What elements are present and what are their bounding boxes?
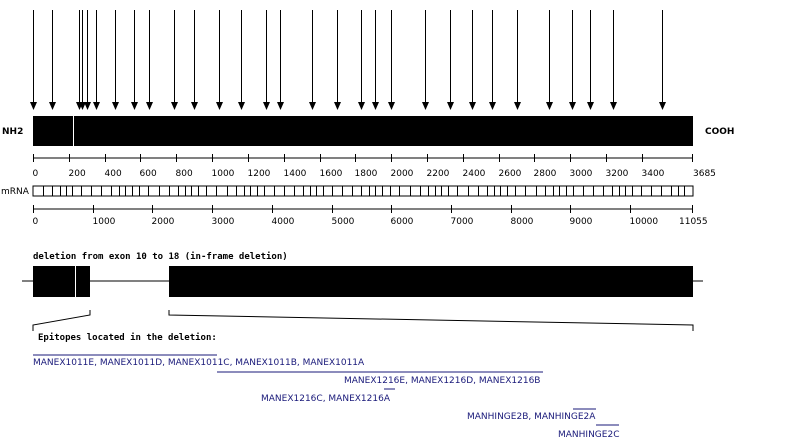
protein-tick-label: 800 [175,169,193,179]
epitope-line-5: MANHINGE2C [558,430,620,440]
epitope-arrow [30,10,37,110]
protein-tick-label: 400 [104,169,122,179]
mrna-tick-label: 0 [32,217,39,227]
protein-tick-label: 1000 [211,169,235,179]
epitope-arrow [84,10,91,110]
epitope-arrow [447,10,454,110]
epitope-arrow [569,10,576,110]
protein-tick-label: 0 [32,169,39,179]
mrna-tick-label: 9000 [569,217,593,227]
zoom-guide-left [33,310,90,331]
mrna-tick-label: 3000 [211,217,235,227]
epitope-arrow [358,10,365,110]
mrna-tick-label: 5000 [331,217,355,227]
epitope-arrow [263,10,270,110]
epitope-arrow [587,10,594,110]
protein-tick-label: 3000 [569,169,593,179]
mrna-tick-label: 6000 [390,217,414,227]
mrna-tick-label: 2000 [151,217,175,227]
epitope-arrow [277,10,284,110]
mrna-axis [33,205,693,213]
epitope-arrow [469,10,476,110]
epitope-arrow [93,10,100,110]
mrna-tick-label: 8000 [510,217,534,227]
mrna-tick-label: 1000 [92,217,116,227]
epitope-line-3: MANEX1216C, MANEX1216A [261,394,390,404]
protein-tick-label: 2000 [390,169,414,179]
epitope-arrow [79,10,86,110]
protein-tick-label: 3400 [641,169,665,179]
protein-bar [33,116,693,146]
epitope-arrow [146,10,153,110]
deletion-title: deletion from exon 10 to 18 (in-frame deletion) [33,252,288,262]
zoom-guide-right [169,310,693,331]
mrna-bar [33,186,693,196]
protein-tick-label: 2600 [498,169,522,179]
epitope-line-1: MANEX1011E, MANEX1011D, MANEX1011C, MANEX1011B, MANEX1011A [33,358,365,368]
epitope-arrow [422,10,429,110]
epitope-arrow [388,10,395,110]
epitope-arrow [546,10,553,110]
protein-tick-label: 2400 [462,169,486,179]
protein-tick-label: 1200 [247,169,271,179]
protein-tick-label: 3200 [605,169,629,179]
epitope-line-4: MANHINGE2B, MANHINGE2A [467,412,596,422]
epitope-arrow [514,10,521,110]
protein-tick-label: 1600 [319,169,343,179]
protein-tick-label: 1400 [283,169,307,179]
epitope-arrow [112,10,119,110]
epitope-line-2: MANEX1216E, MANEX1216D, MANEX1216B [344,376,541,386]
protein-tick-label: 200 [68,169,86,179]
protein-tick-label: 600 [139,169,157,179]
epitope-arrow [131,10,138,110]
epitope-arrow [49,10,56,110]
deletion-construct [22,266,703,331]
epitope-arrow [171,10,178,110]
epitope-arrow [76,10,83,110]
protein-axis [33,154,693,162]
deletion-right-block [169,266,693,297]
cooh-label: COOH [705,127,735,137]
protein-tick-label: 1800 [354,169,378,179]
protein-bar-marker [73,116,74,146]
mrna-label: mRNA [1,187,29,197]
epitope-arrow [238,10,245,110]
epitope-arrow [372,10,379,110]
mrna-tick-label: 10000 [629,217,659,227]
mrna-tick-label: 4000 [271,217,295,227]
epitope-arrow [309,10,316,110]
protein-tick-label: 2200 [426,169,450,179]
epitope-arrow [334,10,341,110]
mrna-tick-label: 7000 [450,217,474,227]
mrna-axis-end-label: 11055 [679,217,708,227]
deletion-left-marker [75,266,76,297]
epitope-arrow [216,10,223,110]
deletion-left-block [33,266,90,297]
epitopes-heading: Epitopes located in the deletion: [38,333,217,343]
epitope-arrow [489,10,496,110]
epitope-arrow [610,10,617,110]
protein-tick-label: 2800 [533,169,557,179]
epitope-arrow [191,10,198,110]
protein-axis-end-label: 3685 [693,169,716,179]
nh2-label: NH2 [2,127,24,137]
epitope-arrows [30,10,666,110]
epitope-arrow [659,10,666,110]
